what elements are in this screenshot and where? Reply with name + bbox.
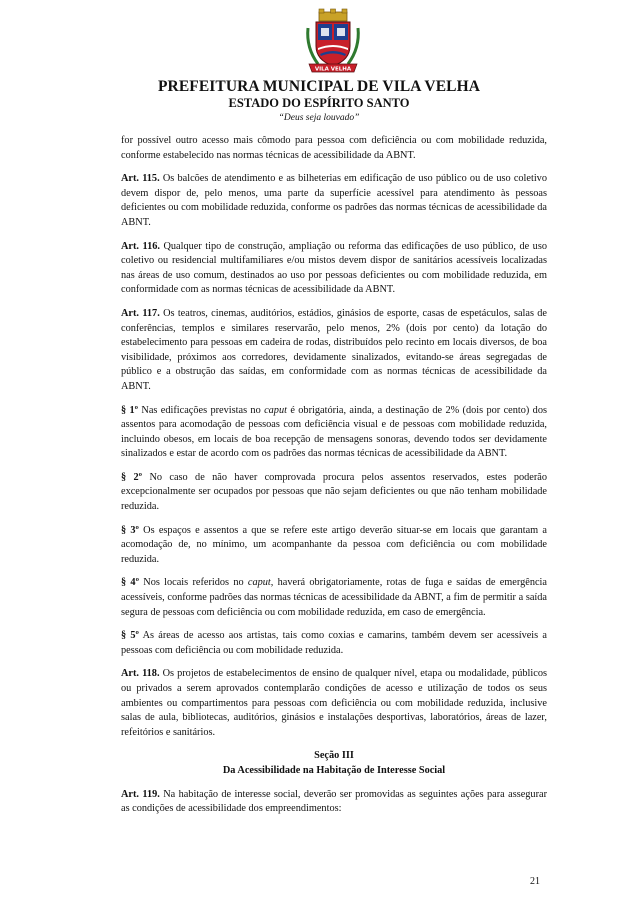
section-number: Seção III (314, 750, 354, 762)
paragraph-text: haverá obrigatoriamente, rotas de fuga e saídas de emergência acessíveis, conforme padrões das normas técnicas de acessibilidade da ABNT, a fim de permitir a saída segura de pessoas com deficiência ou com mobilidade reduzida, em caso de emergência. (121, 577, 547, 618)
article-117 (121, 307, 547, 395)
municipality-title: PREFEITURA MUNICIPAL DE VILA VELHA (157, 78, 481, 95)
paragraph-number: § 2º (121, 471, 143, 483)
paragraph-text: Os espaços e assentos a que se refere este artigo deverão situar-se em locais que garantam a acomodação de, no mínimo, um acompanhante da pessoa com deficiência ou com mobilidade reduzida. (121, 524, 547, 565)
paragraph-number: § 4º (121, 577, 139, 589)
section-heading (121, 749, 547, 778)
paragraph-text: Os teatros, cinemas, auditórios, estádios, ginásios de esporte, casas de espetáculos, salas de conferências, templos e similares reservarão, pelo menos, 2% (dois por cento) da lotação do estabelecimento para pessoas em cadeira de rodas, distribuídos pelo recinto em locais diversos, de boa visibilidade, próximos aos corredores, devidamente sinalizados, evitando-se áreas segregadas de público e a obstrução das saídas, em conformidade com as normas técnicas de acessibilidade da ABNT. (121, 307, 547, 392)
document-body (121, 134, 547, 826)
paragraph-2 (121, 471, 547, 515)
article-number: Art. 117. (121, 307, 160, 319)
vila-velha-coat-of-arms-icon (304, 8, 362, 76)
paragraph-1 (121, 404, 547, 462)
paragraph-text: Nas edificações previstas no (138, 404, 265, 416)
paragraph-number: § 5º (121, 630, 139, 642)
motto: “Deus seja louvado” (278, 113, 360, 123)
paragraph-5 (121, 629, 547, 658)
article-number: Art. 115. (121, 173, 160, 185)
paragraph-text: Qualquer tipo de construção, ampliação ou reforma das edificações de uso público, de uso coletivo ou residencial multifamiliares e/ou mistos devem dispor de sanitários acessíveis localizadas nas áreas de uso comum, destinados ao uso por pessoas deficientes ou com mobilidade reduzida, em conformidade com as normas técnicas de acessibilidade da ABNT. (121, 240, 547, 296)
article-number: Art. 119. (121, 788, 160, 800)
paragraph-text: No caso de não haver comprovada procura pelos assentos reservados, estes poderão excepcionalmente ser ocupados por pessoas que não sejam deficientes ou que não tenham mobilidade reduzida. (121, 471, 547, 513)
paragraph-number: § 1º (121, 404, 139, 416)
article-115 (121, 172, 547, 230)
italic-term: caput (264, 404, 287, 416)
paragraph-number: § 3º (121, 524, 139, 536)
section-title: Da Acessibilidade na Habitação de Interesse Social (222, 764, 446, 776)
article-116 (121, 240, 547, 298)
paragraph-continuation (121, 134, 547, 163)
article-118 (121, 667, 547, 740)
paragraph-text: Os projetos de estabelecimentos de ensino de qualquer nível, etapa ou modalidade, públicos ou privados a serem aprovados contemplarão condições de acesso e utilização de todos os seus ambientes ou compartimentos para pessoas com deficiência ou com mobilidade reduzida, inclusive salas de aula, bibliotecas, auditórios, ginásios e instalações desportivas, laboratórios, áreas de lazer, refeitórios e sanitários. (121, 668, 547, 738)
page-number: 21 (530, 876, 540, 887)
paragraph-4 (121, 576, 547, 620)
article-number: Art. 116. (121, 240, 160, 252)
paragraph-text: Os balcões de atendimento e as bilheterias em edificação de uso público ou de uso coletivo devem dispor de, pelo menos, uma parte da superfície acessível para atendimento às pessoas deficientes ou com mobilidade reduzida, conforme os padrões das normas técnicas de acessibilidade da ABNT. (121, 173, 547, 228)
paragraph-text: é obrigatória, ainda, a destinação de 2% (dois por cento) dos assentos para acomodação de pessoas com deficiência visual e de pessoas com mobilidade reduzida, incluindo obesos, em locais de boa recepção de mensagens sonoras, devendo todos ser devidamente sinalizados e estar de acordo com os padrões das normas técnicas de acessibilidade da ABNT. (121, 404, 547, 460)
italic-term: caput, (247, 577, 274, 589)
article-119 (121, 788, 547, 817)
paragraph-3 (121, 524, 547, 568)
paragraph-text: for possível outro acesso mais cômodo para pessoa com deficiência ou com mobilidade reduzida, conforme estabelecido nas normas técnicas de acessibilidade da ABNT. (121, 135, 547, 161)
paragraph-text: Nos locais referidos no (138, 577, 248, 589)
crest-ribbon-label: VILA VELHA (314, 66, 352, 73)
article-number: Art. 118. (121, 668, 160, 680)
paragraph-text: As áreas de acesso aos artistas, tais como coxias e camarins, também devem ser acessíveis a pessoas com deficiência ou com mobilidade reduzida. (121, 630, 547, 656)
state-subtitle: ESTADO DO ESPÍRITO SANTO (228, 96, 410, 110)
paragraph-text: Na habitação de interesse social, deverão ser promovidas as seguintes ações para assegurar as condições de acessibilidade dos empreendimentos: (121, 788, 548, 815)
